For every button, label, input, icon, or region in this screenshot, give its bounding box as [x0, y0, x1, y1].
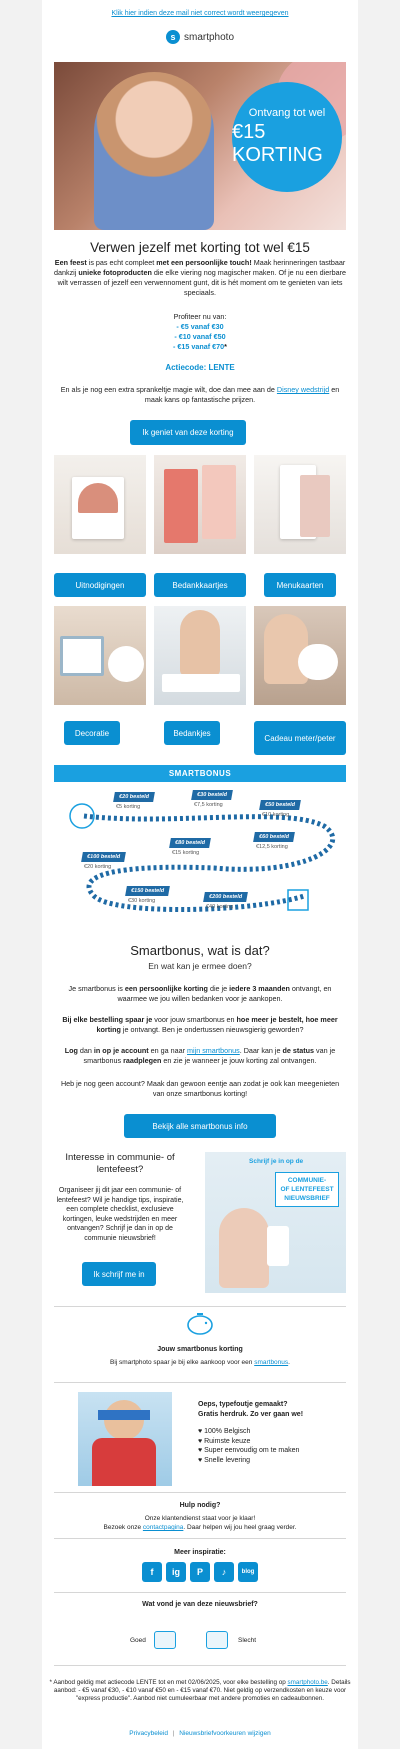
thank-you-cards-image[interactable] — [154, 455, 246, 554]
footer-divider: | — [172, 1730, 175, 1737]
footnote: * Aanbod geldig met actiecode LENTE tot en met 02/06/2025, voor elke bestelling op smartphoto.be. Details aanbod: - €5 vanaf €30, - €10 vanaf €50 en - €15 vanaf €70. Niet geldig op verzendkosten en keuze voor "express productie". Aanbod niet cumuleerbaar met andere promoties en cadeaubonnen. — [49, 1679, 351, 1702]
step-discount: €10 korting — [262, 812, 290, 818]
step-discount: €7,5 korting — [194, 802, 223, 808]
smartbonus-heading: Smartbonus, wat is dat? — [130, 943, 270, 958]
step-discount: €5 korting — [116, 804, 141, 810]
typo-title-2: Gratis herdruk. Zo ver gaan we! — [198, 1410, 304, 1418]
favors-button[interactable]: Bedankjes — [164, 721, 220, 745]
intro-text-1: is pas echt compleet — [86, 258, 157, 267]
bonus-footer-title: Jouw smartbonus korting — [157, 1346, 243, 1353]
typo-block — [198, 1400, 348, 1465]
offer-item: - €10 vanaf €50 — [174, 332, 226, 341]
usp-item: Snelle levering — [204, 1456, 251, 1464]
newsletter-body: Organiseer jij dit jaar een communie- of lentefeest? Wil je handige tips, inspiratie, een complete checklist, exclusieve kortingen, leuke wedstrijden en meer ontvangen? Schrijf je dan in op de communie nieuwsbrief! — [56, 1187, 184, 1242]
offer-star: * — [224, 342, 227, 351]
invitations-button[interactable]: Uitnodigingen — [54, 573, 146, 597]
intro-bold-lead: Een feest — [54, 258, 87, 267]
decoration-button[interactable]: Decoratie — [64, 721, 120, 745]
newsletter-heading: Interesse in communie- of lentefeest? — [65, 1152, 175, 1175]
heart-icon: ♥ — [198, 1456, 205, 1464]
godparent-gift-image[interactable] — [254, 606, 346, 705]
intro-bold-1: met een persoonlijke touch! — [156, 258, 252, 267]
newsletter-image[interactable] — [205, 1152, 346, 1293]
decoration-image[interactable] — [54, 606, 146, 705]
menu-cards-image[interactable] — [254, 455, 346, 554]
step-order-tag: €30 besteld — [191, 790, 233, 800]
hero-image[interactable] — [54, 62, 346, 230]
plate-shape — [108, 646, 144, 682]
tiktok-icon[interactable]: ♪ — [214, 1562, 234, 1582]
smartbonus-paragraph-2: Bij elke bestelling spaar je voor jouw smartbonus en hoe meer je bestelt, hoe meer korting je ontvangt. Ben je ondertussen nieuwsgierig geworden? — [62, 1015, 338, 1034]
cape-shape — [92, 1438, 156, 1486]
instagram-icon[interactable]: ig — [166, 1562, 186, 1582]
social-links — [42, 1562, 358, 1582]
child-shape — [219, 1208, 269, 1288]
newsletter-promo — [54, 1152, 186, 1243]
offer-item: - €5 vanaf €30 — [176, 322, 224, 331]
step-discount: €15 korting — [172, 850, 200, 856]
offer-item: - €15 vanaf €70 — [173, 342, 225, 351]
typo-title-1: Oeps, typefoutje gemaakt? — [198, 1401, 288, 1408]
smartbonus-link[interactable]: smartbonus — [254, 1359, 289, 1366]
bonus-footer-text: Bij smartphoto spaar je bij elke aankoop voor een smartbonus. — [110, 1359, 290, 1366]
newsletter-image-caption: Schrijf je in op de — [249, 1158, 304, 1165]
smartbonus-subheading: En wat kan je ermee doen? — [148, 961, 252, 971]
step-discount: €30 korting — [128, 898, 156, 904]
mask-shape — [98, 1410, 150, 1420]
view-online-link[interactable]: Klik hier indien deze mail niet correct wordt weergegeven — [111, 10, 289, 17]
divider — [54, 1538, 346, 1539]
logo-wordmark: smartphoto — [183, 31, 235, 43]
step-order-tag: €60 besteld — [253, 832, 295, 842]
usp-item: 100% Belgisch — [204, 1428, 251, 1435]
privacy-link[interactable]: Privacybeleid — [129, 1730, 168, 1737]
headline: Verwen jezelf met korting tot wel €15 — [90, 240, 310, 255]
heart-icon: ♥ — [198, 1447, 205, 1454]
inspiration-title: Meer inspiratie: — [174, 1549, 226, 1556]
offer-heading: Profiteer nu van: — [173, 312, 227, 321]
card-shape — [267, 1226, 289, 1266]
heart-icon: ♥ — [198, 1437, 205, 1445]
smartbonus-paragraph-3: Log dan in op je account en ga naar mijn smartbonus. Daar kan je de status van je smartbonus raadplegen en zie je wanneer je jouw korting zal ontvangen. — [64, 1046, 336, 1065]
action-code: Actiecode: LENTE — [165, 363, 235, 372]
divider — [54, 1665, 346, 1666]
piggy-bank-icon — [184, 1310, 216, 1338]
smartbonus-banner: SMARTBONUS — [54, 765, 346, 782]
smartbonus-path-illustration — [54, 786, 346, 926]
favor-box-shape — [162, 674, 240, 692]
contact-page-link[interactable]: contactpagina — [142, 1524, 184, 1531]
newsletter-preferences-link[interactable]: Nieuwsbriefvoorkeuren wijzigen — [179, 1730, 271, 1737]
footer-links — [42, 1730, 358, 1737]
step-discount: €40 korting — [206, 904, 234, 910]
photo-frame-shape — [60, 636, 104, 676]
thank-you-cards-button[interactable]: Bedankkaartjes — [154, 573, 246, 597]
newsletter-sign: COMMUNIE- OF LENTEFEEST NIEUWSBRIEF — [275, 1172, 339, 1207]
badge-line2: €15 KORTING — [232, 121, 323, 166]
menu-cards-button[interactable]: Menukaarten — [264, 573, 336, 597]
email-body — [42, 0, 358, 1749]
discount-badge — [232, 82, 342, 192]
heart-frame-shape — [298, 644, 338, 680]
godparent-gift-button[interactable]: Cadeau meter/peter — [254, 721, 346, 755]
intro-bold-2: unieke fotoproducten — [78, 268, 152, 277]
feedback-good-label: Goed — [130, 1637, 146, 1644]
smartphoto-site-link[interactable]: smartphoto.be — [287, 1679, 328, 1686]
thumbs-down-icon[interactable] — [206, 1631, 228, 1649]
step-order-tag: €20 besteld — [113, 792, 155, 802]
blog-icon[interactable]: blog — [238, 1562, 258, 1582]
offer-list — [42, 312, 358, 352]
step-discount: €20 korting — [84, 864, 112, 870]
smartbonus-paragraph-4: Heb je nog geen account? Maak dan gewoon eentje aan zodat je ook kan meegenieten van onze smartbonus korting! — [60, 1079, 340, 1098]
card-shape — [164, 469, 198, 543]
usp-item: Super eenvoudig om te maken — [204, 1447, 300, 1454]
step-order-tag: €50 besteld — [259, 800, 301, 810]
disney-paragraph — [52, 385, 348, 405]
help-text: Onze klantendienst staat voor je klaar! Bezoek onze contactpagina. Daar helpen wij jou heel graag verder. — [103, 1515, 297, 1531]
subscribe-button[interactable]: Ik schrijf me in — [82, 1262, 156, 1286]
badge-line1: Ontvang tot wel — [248, 107, 326, 119]
favors-image[interactable] — [154, 606, 246, 705]
child-shape — [180, 610, 220, 676]
superhero-kid-image — [78, 1392, 172, 1486]
divider — [54, 1492, 346, 1493]
my-smartbonus-link[interactable]: mijn smartbonus — [187, 1046, 240, 1055]
menu-card-shape — [300, 475, 330, 537]
step-order-tag: €150 besteld — [125, 886, 170, 896]
smartbonus-paragraph-1: Je smartbonus is een persoonlijke korting die je iedere 3 maanden ontvangt, en waarmee we jou willen bedanken voor je aankopen. — [68, 984, 332, 1003]
magic-text-2: en maak kans op fantastische prijzen. — [144, 385, 340, 404]
divider — [54, 1592, 346, 1593]
step-discount: €12,5 korting — [256, 844, 288, 850]
feedback-title: Wat vond je van deze nieuwsbrief? — [142, 1601, 258, 1608]
step-order-tag: €80 besteld — [169, 838, 211, 848]
smartphoto-logo[interactable] — [42, 30, 358, 44]
facebook-icon[interactable]: f — [142, 1562, 162, 1582]
logo-mark-icon: s — [166, 30, 180, 44]
divider — [54, 1306, 346, 1307]
help-title: Hulp nodig? — [179, 1502, 221, 1509]
girl-with-bubbles-photo — [94, 72, 214, 230]
intro-paragraph — [52, 258, 348, 298]
intro-text-3: die elke viering nog magischer maken. Of je nu een dierbare wilt verrassen of jezelf een verwennoment gunt, dit is hét moment om te genieten van iets speciaals. — [57, 268, 347, 297]
usp-item: Ruimste keuze — [204, 1437, 251, 1445]
heart-icon: ♥ — [198, 1428, 205, 1435]
card-shape — [202, 465, 236, 539]
step-order-tag: €200 besteld — [203, 892, 248, 902]
kid-head-shape — [104, 1400, 144, 1440]
invitations-image[interactable] — [54, 455, 146, 554]
divider — [54, 1382, 346, 1383]
pinterest-icon[interactable]: P — [190, 1562, 210, 1582]
disney-contest-link[interactable]: Disney wedstrijd — [276, 385, 330, 394]
intro-text-2: Maak herinneringen tastbaar dankzij — [53, 258, 346, 277]
smartbonus-info-button[interactable]: Bekijk alle smartbonus info — [124, 1114, 276, 1138]
enjoy-discount-button[interactable]: Ik geniet van deze korting — [130, 420, 246, 445]
step-order-tag: €100 besteld — [81, 852, 126, 862]
feedback-bad-label: Slecht — [238, 1637, 257, 1644]
thumbs-up-icon[interactable] — [154, 1631, 176, 1649]
magic-text-1: En als je nog een extra sprankeltje magie wilt, doe dan mee aan de — [60, 385, 277, 394]
